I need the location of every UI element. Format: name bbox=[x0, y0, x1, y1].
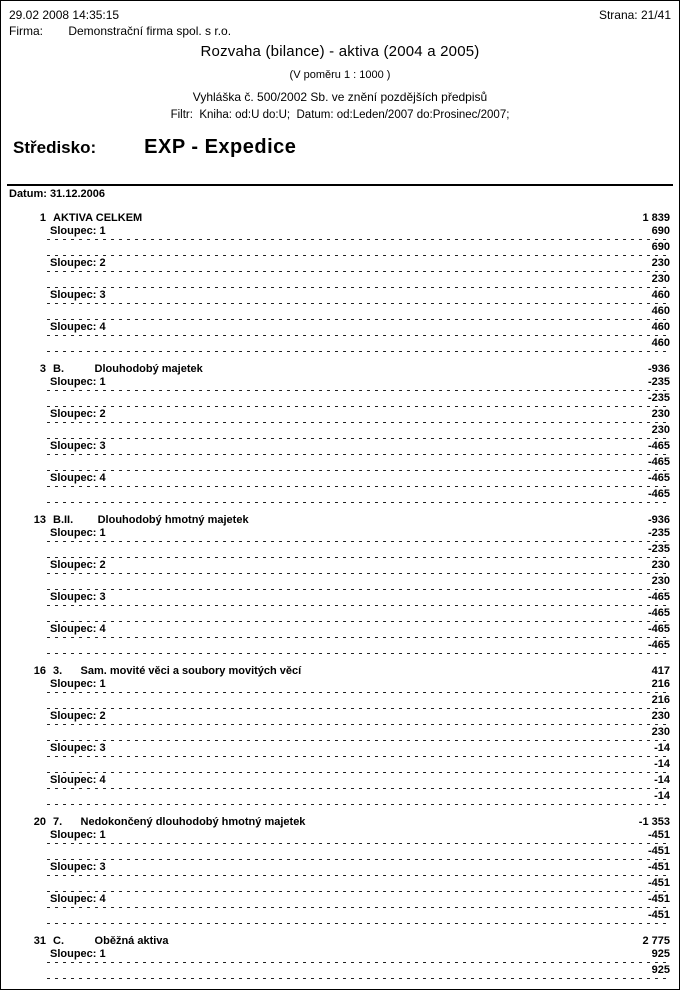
column-subvalue: -235 bbox=[647, 543, 670, 555]
column-value: 216 bbox=[651, 678, 670, 690]
column-row bbox=[10, 376, 670, 389]
column-label: Sloupec: 1 bbox=[50, 376, 106, 388]
column-label: Sloupec: 4 bbox=[50, 472, 106, 484]
column-row bbox=[10, 559, 670, 572]
dashed-divider bbox=[47, 589, 670, 590]
column-value: -465 bbox=[647, 440, 670, 452]
firm-label: Firma: bbox=[9, 24, 43, 38]
section-header-row bbox=[10, 212, 670, 225]
dashed-divider bbox=[47, 875, 670, 876]
report-title: Rozvaha (bilance) - aktiva (2004 a 2005) bbox=[200, 43, 480, 60]
column-value: -465 bbox=[647, 472, 670, 484]
report-section bbox=[10, 665, 670, 805]
dashed-divider bbox=[47, 962, 670, 963]
item-label: C. Oběžná aktiva bbox=[53, 935, 169, 947]
dashed-divider bbox=[47, 653, 670, 654]
column-value: -14 bbox=[654, 774, 670, 786]
cost-center-label: Středisko: bbox=[13, 138, 97, 157]
item-total: -936 bbox=[647, 363, 670, 375]
column-subrow bbox=[10, 758, 670, 771]
dashed-divider bbox=[47, 573, 670, 574]
column-value: 230 bbox=[651, 710, 670, 722]
section-columns bbox=[10, 948, 670, 979]
column-block bbox=[10, 774, 670, 805]
dashed-divider bbox=[47, 788, 670, 789]
column-label: Sloupec: 2 bbox=[50, 559, 106, 571]
column-block bbox=[10, 742, 670, 773]
report-section bbox=[10, 514, 670, 654]
item-total: -1 353 bbox=[638, 816, 670, 828]
column-subvalue: -14 bbox=[654, 790, 670, 802]
dashed-divider bbox=[47, 541, 670, 542]
meta-row bbox=[1, 1, 679, 22]
dashed-divider bbox=[47, 287, 670, 288]
column-subrow bbox=[10, 543, 670, 556]
column-subrow bbox=[10, 845, 670, 858]
column-label: Sloupec: 3 bbox=[50, 742, 106, 754]
column-subrow bbox=[10, 909, 670, 922]
column-value: -451 bbox=[647, 893, 670, 905]
report-section bbox=[10, 363, 670, 503]
dashed-divider bbox=[47, 422, 670, 423]
column-label: Sloupec: 3 bbox=[50, 861, 106, 873]
section-columns bbox=[10, 829, 670, 924]
item-label: 7. Nedokončený dlouhodobý hmotný majetek bbox=[53, 816, 306, 828]
column-row bbox=[10, 472, 670, 485]
column-row bbox=[10, 591, 670, 604]
row-number: 1 bbox=[39, 212, 46, 224]
column-value: -451 bbox=[647, 861, 670, 873]
dashed-divider bbox=[47, 804, 670, 805]
column-row bbox=[10, 774, 670, 787]
section-columns bbox=[10, 376, 670, 503]
column-label: Sloupec: 3 bbox=[50, 591, 106, 603]
firm-name: Demonstrační firma spol. s r.o. bbox=[68, 24, 232, 38]
column-label: Sloupec: 1 bbox=[50, 678, 106, 690]
dashed-divider bbox=[47, 351, 670, 352]
column-subvalue: 216 bbox=[651, 694, 670, 706]
column-block bbox=[10, 225, 670, 256]
column-block bbox=[10, 893, 670, 924]
column-value: -451 bbox=[647, 829, 670, 841]
column-label: Sloupec: 1 bbox=[50, 829, 106, 841]
column-block bbox=[10, 440, 670, 471]
column-subvalue: 230 bbox=[651, 726, 670, 738]
cost-center-value: EXP - Expedice bbox=[144, 136, 297, 158]
item-label: B.II. Dlouhodobý hmotný majetek bbox=[53, 514, 249, 526]
column-subrow bbox=[10, 305, 670, 318]
dashed-divider bbox=[47, 319, 670, 320]
dashed-divider bbox=[47, 470, 670, 471]
report-section bbox=[10, 816, 670, 924]
column-subvalue: 690 bbox=[651, 241, 670, 253]
item-total: 2 775 bbox=[642, 935, 670, 947]
column-value: 460 bbox=[651, 321, 670, 333]
column-subrow bbox=[10, 488, 670, 501]
dashed-divider bbox=[47, 303, 670, 304]
column-row bbox=[10, 527, 670, 540]
regulation-note: Vyhláška č. 500/2002 Sb. ve znění pozdějších předpisů bbox=[192, 90, 488, 104]
row-number: 16 bbox=[33, 665, 46, 677]
column-block bbox=[10, 623, 670, 654]
column-subvalue: 460 bbox=[651, 305, 670, 317]
column-label: Sloupec: 4 bbox=[50, 321, 106, 333]
section-columns bbox=[10, 678, 670, 805]
column-subvalue: 925 bbox=[651, 964, 670, 976]
item-total: -936 bbox=[647, 514, 670, 526]
column-label: Sloupec: 2 bbox=[50, 257, 106, 269]
column-label: Sloupec: 3 bbox=[50, 440, 106, 452]
dashed-divider bbox=[47, 621, 670, 622]
column-row bbox=[10, 408, 670, 421]
dashed-divider bbox=[47, 859, 670, 860]
dashed-divider bbox=[47, 406, 670, 407]
column-subrow bbox=[10, 241, 670, 254]
page-indicator: Strana: 21/41 bbox=[598, 8, 671, 22]
section-header-row bbox=[10, 363, 670, 376]
row-number: 20 bbox=[33, 816, 46, 828]
column-subvalue: -465 bbox=[647, 607, 670, 619]
section-header-row bbox=[10, 816, 670, 829]
firm-row bbox=[1, 22, 679, 38]
section-header-row bbox=[10, 514, 670, 527]
column-row bbox=[10, 861, 670, 874]
column-block bbox=[10, 678, 670, 709]
column-block bbox=[10, 829, 670, 860]
column-row bbox=[10, 678, 670, 691]
dashed-divider bbox=[47, 843, 670, 844]
item-total: 1 839 bbox=[642, 212, 670, 224]
column-subvalue: 230 bbox=[651, 424, 670, 436]
column-value: 230 bbox=[651, 257, 670, 269]
column-row bbox=[10, 742, 670, 755]
column-value: -14 bbox=[654, 742, 670, 754]
dashed-divider bbox=[47, 557, 670, 558]
column-row bbox=[10, 829, 670, 842]
column-subrow bbox=[10, 639, 670, 652]
column-block bbox=[10, 376, 670, 407]
column-subvalue: -465 bbox=[647, 639, 670, 651]
column-value: 230 bbox=[651, 559, 670, 571]
column-label: Sloupec: 1 bbox=[50, 527, 106, 539]
dashed-divider bbox=[47, 637, 670, 638]
column-subvalue: -465 bbox=[647, 456, 670, 468]
column-subrow bbox=[10, 694, 670, 707]
column-subvalue: 230 bbox=[651, 273, 670, 285]
report-section bbox=[10, 935, 670, 979]
dashed-divider bbox=[47, 605, 670, 606]
column-row bbox=[10, 321, 670, 334]
column-row bbox=[10, 623, 670, 636]
column-subrow bbox=[10, 877, 670, 890]
row-number: 31 bbox=[33, 935, 46, 947]
column-row bbox=[10, 440, 670, 453]
ratio-note: (V poměru 1 : 1000 ) bbox=[289, 69, 391, 81]
column-subrow bbox=[10, 424, 670, 437]
filter-note: Filtr: Kniha: od:U do:U; Datum: od:Leden/2007 do:Prosinec/2007; bbox=[170, 109, 510, 121]
dashed-divider bbox=[47, 486, 670, 487]
column-subvalue: -451 bbox=[647, 845, 670, 857]
column-subvalue: 460 bbox=[651, 337, 670, 349]
dashed-divider bbox=[47, 772, 670, 773]
column-row bbox=[10, 710, 670, 723]
column-block bbox=[10, 257, 670, 288]
column-value: 690 bbox=[651, 225, 670, 237]
item-total: 417 bbox=[651, 665, 670, 677]
column-subrow bbox=[10, 607, 670, 620]
dashed-divider bbox=[47, 502, 670, 503]
column-subrow bbox=[10, 392, 670, 405]
dashed-divider bbox=[47, 923, 670, 924]
column-value: -235 bbox=[647, 527, 670, 539]
item-label: AKTIVA CELKEM bbox=[53, 212, 143, 224]
report-body bbox=[1, 212, 679, 979]
dashed-divider bbox=[47, 724, 670, 725]
report-section bbox=[10, 212, 670, 352]
column-block bbox=[10, 861, 670, 892]
section-columns bbox=[10, 527, 670, 654]
column-subvalue: 230 bbox=[651, 575, 670, 587]
column-block bbox=[10, 289, 670, 320]
dashed-divider bbox=[47, 390, 670, 391]
dashed-divider bbox=[47, 239, 670, 240]
column-value: 925 bbox=[651, 948, 670, 960]
column-value: -235 bbox=[647, 376, 670, 388]
item-label: 3. Sam. movité věci a soubory movitých věcí bbox=[53, 665, 302, 677]
cost-center-row bbox=[1, 121, 679, 159]
column-value: 230 bbox=[651, 408, 670, 420]
column-subvalue: -465 bbox=[647, 488, 670, 500]
section-header-row bbox=[10, 665, 670, 678]
column-block bbox=[10, 527, 670, 558]
column-row bbox=[10, 948, 670, 961]
section-columns bbox=[10, 225, 670, 352]
column-block bbox=[10, 559, 670, 590]
column-block bbox=[10, 710, 670, 741]
column-subrow bbox=[10, 790, 670, 803]
column-subrow bbox=[10, 273, 670, 286]
column-block bbox=[10, 591, 670, 622]
report-date: Datum: 31.12.2006 bbox=[9, 188, 105, 200]
dashed-divider bbox=[47, 692, 670, 693]
column-label: Sloupec: 4 bbox=[50, 774, 106, 786]
dashed-divider bbox=[47, 454, 670, 455]
column-label: Sloupec: 1 bbox=[50, 948, 106, 960]
dashed-divider bbox=[47, 255, 670, 256]
column-row bbox=[10, 257, 670, 270]
column-value: 460 bbox=[651, 289, 670, 301]
column-label: Sloupec: 4 bbox=[50, 893, 106, 905]
print-datetime: 29.02 2008 14:35:15 bbox=[9, 8, 120, 22]
column-subvalue: -14 bbox=[654, 758, 670, 770]
column-block bbox=[10, 408, 670, 439]
column-subrow bbox=[10, 726, 670, 739]
row-number: 13 bbox=[33, 514, 46, 526]
column-row bbox=[10, 289, 670, 302]
column-subvalue: -235 bbox=[647, 392, 670, 404]
column-subvalue: -451 bbox=[647, 909, 670, 921]
dashed-divider bbox=[47, 891, 670, 892]
column-value: -465 bbox=[647, 591, 670, 603]
column-subrow bbox=[10, 337, 670, 350]
dashed-divider bbox=[47, 740, 670, 741]
column-label: Sloupec: 3 bbox=[50, 289, 106, 301]
dashed-divider bbox=[47, 756, 670, 757]
column-block bbox=[10, 472, 670, 503]
column-block bbox=[10, 321, 670, 352]
dashed-divider bbox=[47, 907, 670, 908]
column-value: -465 bbox=[647, 623, 670, 635]
dashed-divider bbox=[47, 708, 670, 709]
dashed-divider bbox=[47, 335, 670, 336]
column-subrow bbox=[10, 964, 670, 977]
section-header-row bbox=[10, 935, 670, 948]
column-subvalue: -451 bbox=[647, 877, 670, 889]
column-block bbox=[10, 948, 670, 979]
row-number: 3 bbox=[39, 363, 46, 375]
dashed-divider bbox=[47, 978, 670, 979]
item-label: B. Dlouhodobý majetek bbox=[53, 363, 203, 375]
column-row bbox=[10, 893, 670, 906]
column-label: Sloupec: 2 bbox=[50, 408, 106, 420]
column-label: Sloupec: 4 bbox=[50, 623, 106, 635]
column-subrow bbox=[10, 575, 670, 588]
column-subrow bbox=[10, 456, 670, 469]
column-label: Sloupec: 1 bbox=[50, 225, 106, 237]
column-label: Sloupec: 2 bbox=[50, 710, 106, 722]
dashed-divider bbox=[47, 271, 670, 272]
column-row bbox=[10, 225, 670, 238]
dashed-divider bbox=[47, 438, 670, 439]
